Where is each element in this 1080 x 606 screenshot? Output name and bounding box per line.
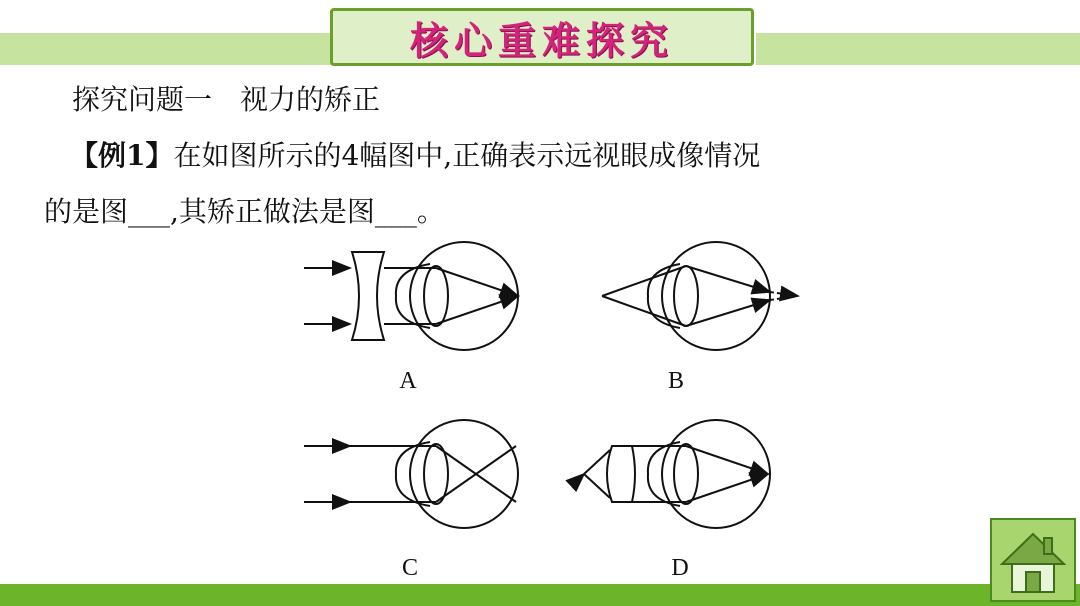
question-text-2c: 。 — [416, 195, 445, 228]
answer-blank-2[interactable]: ___ — [374, 195, 417, 228]
bottom-bar — [0, 584, 1080, 606]
label-b: B — [667, 368, 685, 394]
question-text-1: 在如图所示的4幅图中,正确表示远视眼成像情况 — [173, 139, 761, 172]
diagram-c — [304, 420, 518, 528]
section-heading: 探究问题一 视力的矫正 — [72, 83, 381, 116]
label-a: A — [399, 368, 417, 394]
label-d: D — [671, 555, 689, 581]
label-c: C — [401, 555, 419, 581]
question-line-2 — [44, 190, 445, 230]
header-band-right — [756, 33, 1080, 65]
eye-diagrams-figure — [290, 240, 820, 585]
header-band-left — [0, 33, 332, 65]
diagram-a — [304, 242, 518, 350]
home-icon — [992, 520, 1074, 600]
title-box — [330, 8, 754, 66]
diagram-b — [602, 242, 798, 350]
question-text-2b: ,其矫正做法是图 — [170, 195, 375, 228]
diagram-d — [584, 420, 770, 528]
question-line-1 — [70, 134, 760, 174]
answer-blank-1[interactable]: ___ — [128, 195, 171, 228]
question-text-2a: 的是图 — [44, 195, 129, 228]
example-label: 【例1】 — [70, 139, 174, 172]
page-title: 核心重难探究 — [409, 18, 674, 63]
home-button[interactable] — [990, 518, 1076, 602]
